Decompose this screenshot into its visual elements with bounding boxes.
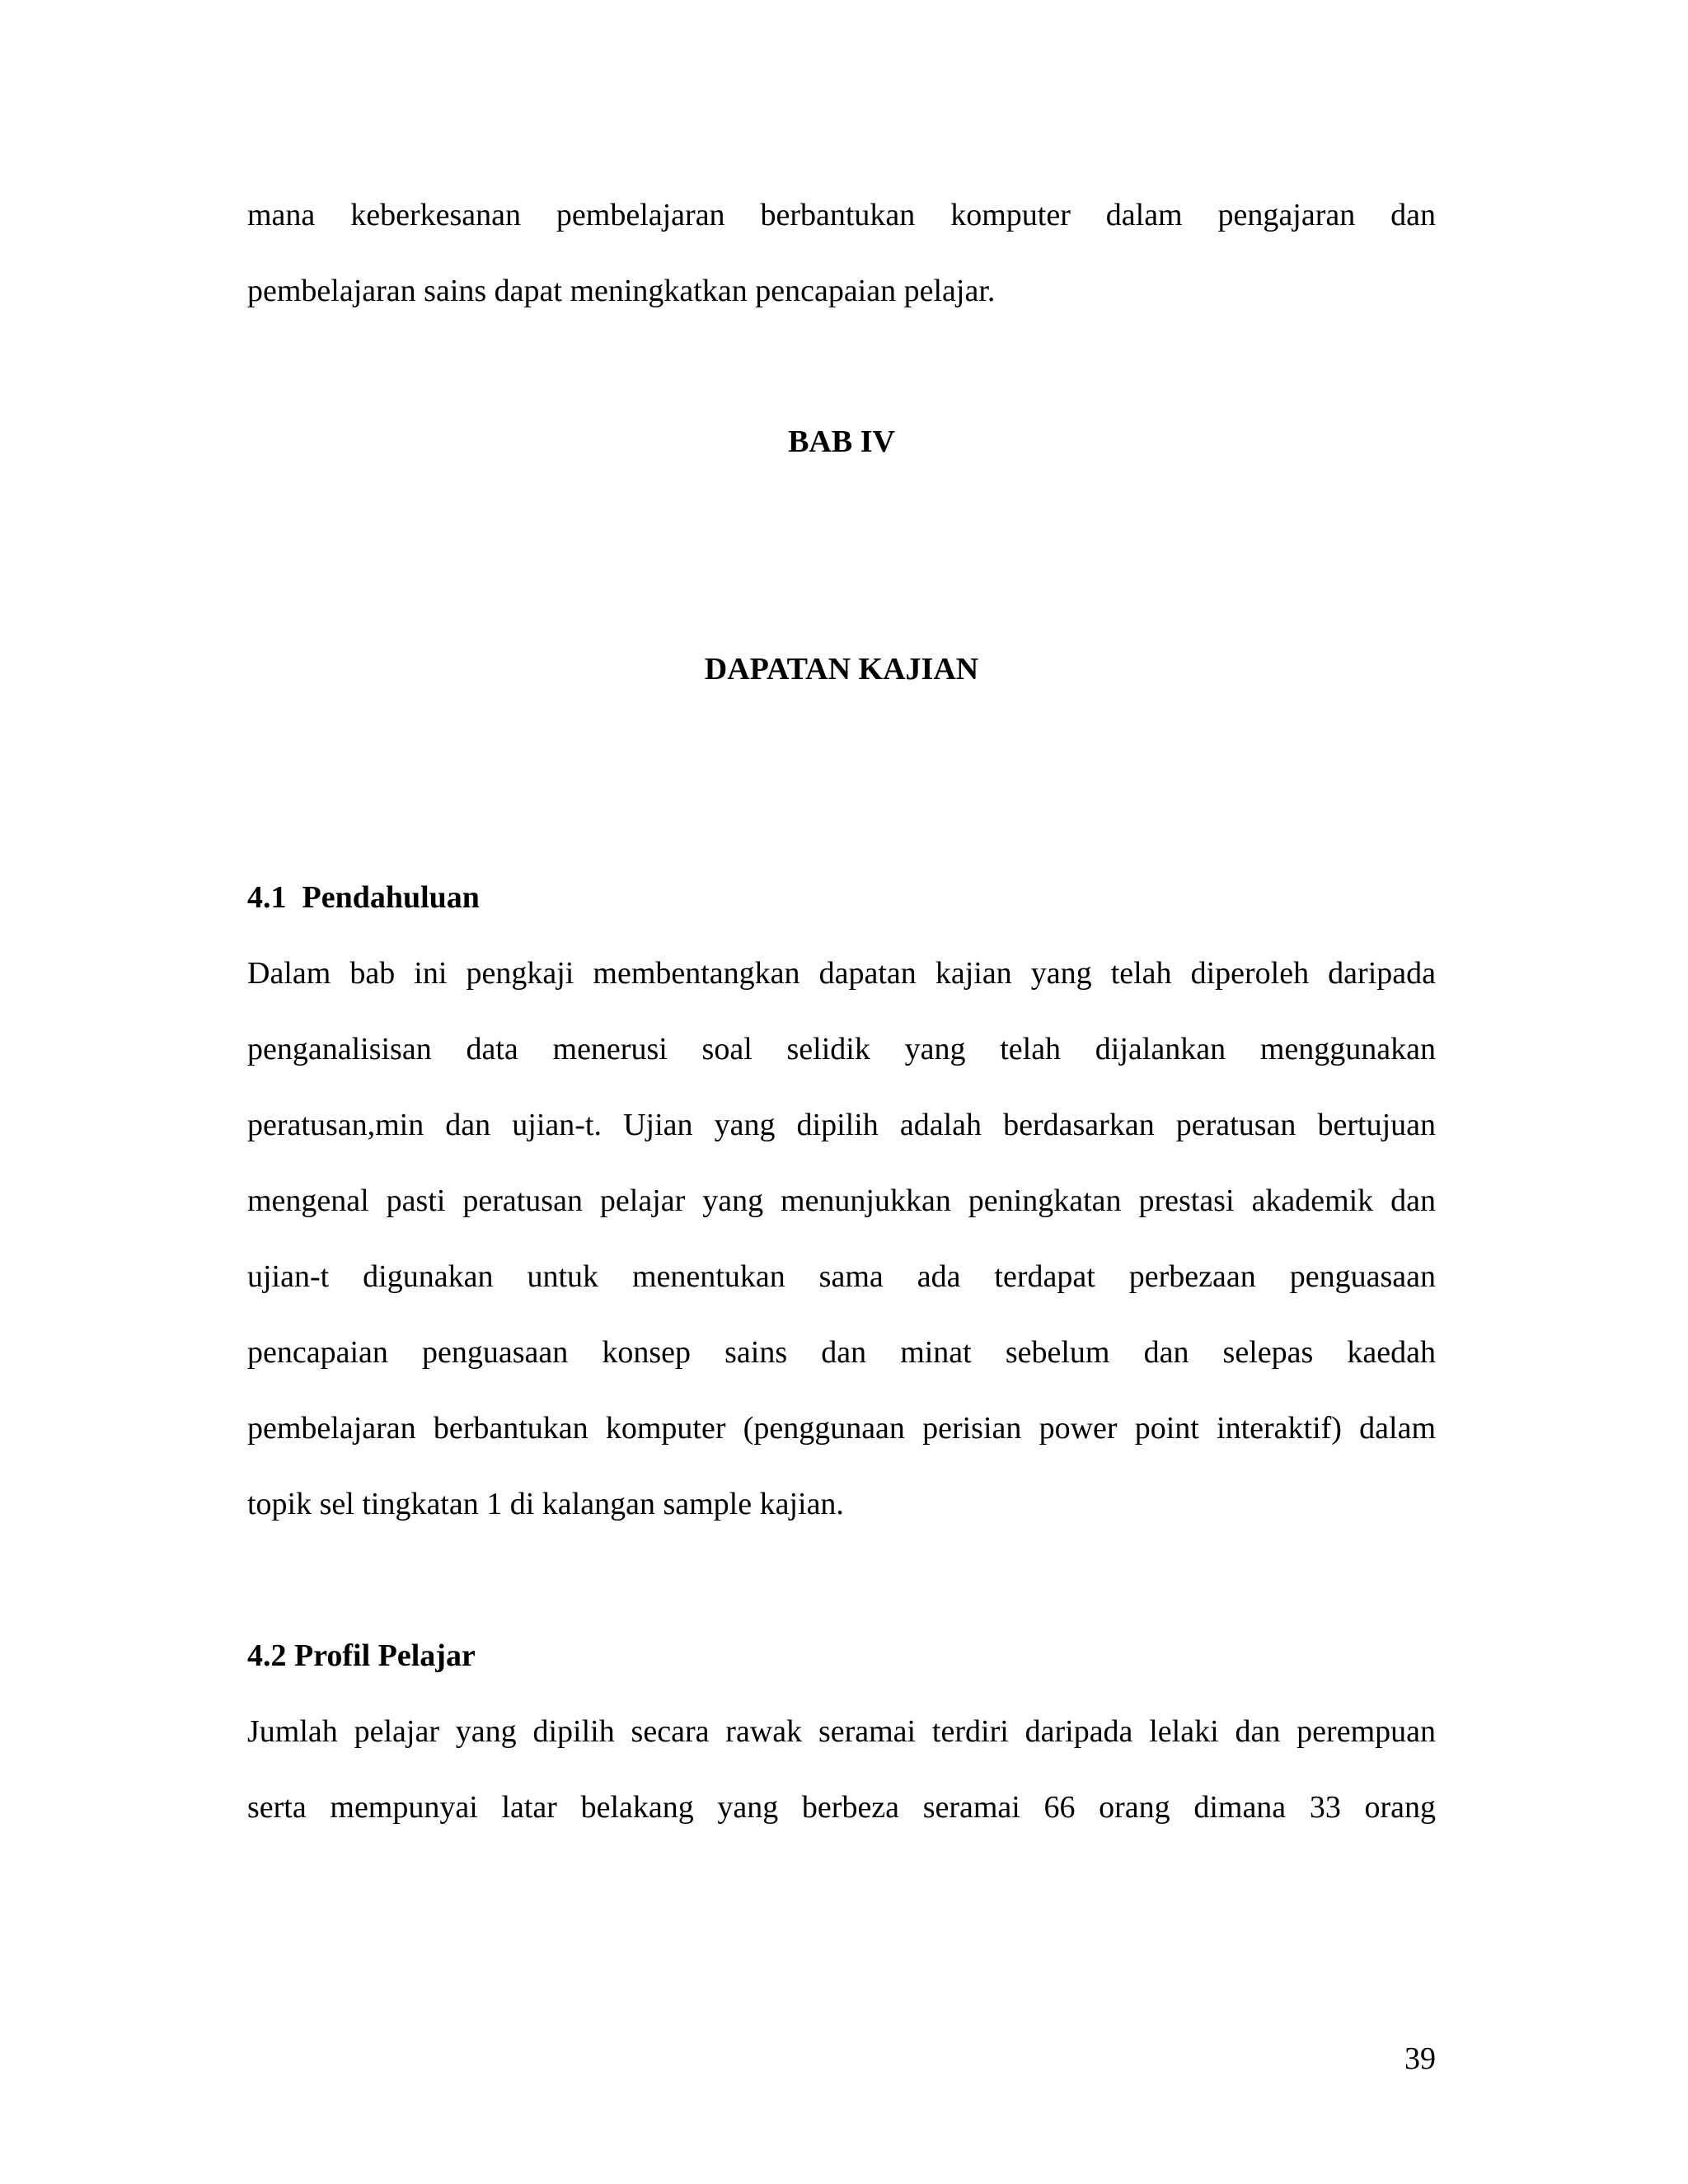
section-heading-pendahuluan: 4.1 Pendahuluan bbox=[247, 880, 480, 915]
paragraph-line: topik sel tingkatan 1 di kalangan sample kajian. bbox=[247, 1487, 844, 1521]
paragraph-line: Dalam bab ini pengkaji membentangkan dapatan kajian yang telah diperoleh daripada bbox=[247, 956, 1436, 991]
paragraph-line: ujian-t digunakan untuk menentukan sama ada terdapat perbezaan penguasaan bbox=[247, 1259, 1436, 1294]
paragraph-line: serta mempunyai latar belakang yang berbeza seramai 66 orang dimana 33 orang bbox=[247, 1790, 1436, 1825]
paragraph-line: pembelajaran sains dapat meningkatkan pencapaian pelajar. bbox=[247, 274, 996, 308]
paragraph-line: pencapaian penguasaan konsep sains dan minat sebelum dan selepas kaedah bbox=[247, 1335, 1436, 1370]
section-heading-profil-pelajar: 4.2 Profil Pelajar bbox=[247, 1638, 476, 1673]
chapter-label: BAB IV bbox=[788, 424, 895, 459]
chapter-title: DAPATAN KAJIAN bbox=[704, 652, 979, 687]
paragraph-line: mana keberkesanan pembelajaran berbantukan komputer dalam pengajaran dan bbox=[247, 198, 1436, 232]
paragraph-line: mengenal pasti peratusan pelajar yang menunjukkan peningkatan prestasi akademik dan bbox=[247, 1183, 1436, 1218]
page-number: 39 bbox=[1404, 2041, 1436, 2076]
paragraph-line: pembelajaran berbantukan komputer (penggunaan perisian power point interaktif) dalam bbox=[247, 1411, 1436, 1446]
paragraph-line: peratusan,min dan ujian-t. Ujian yang dipilih adalah berdasarkan peratusan bertujuan bbox=[247, 1108, 1436, 1142]
paragraph-line: penganalisisan data menerusi soal selidik yang telah dijalankan menggunakan bbox=[247, 1032, 1436, 1066]
paragraph-line: Jumlah pelajar yang dipilih secara rawak seramai terdiri daripada lelaki dan perempuan bbox=[247, 1714, 1436, 1749]
